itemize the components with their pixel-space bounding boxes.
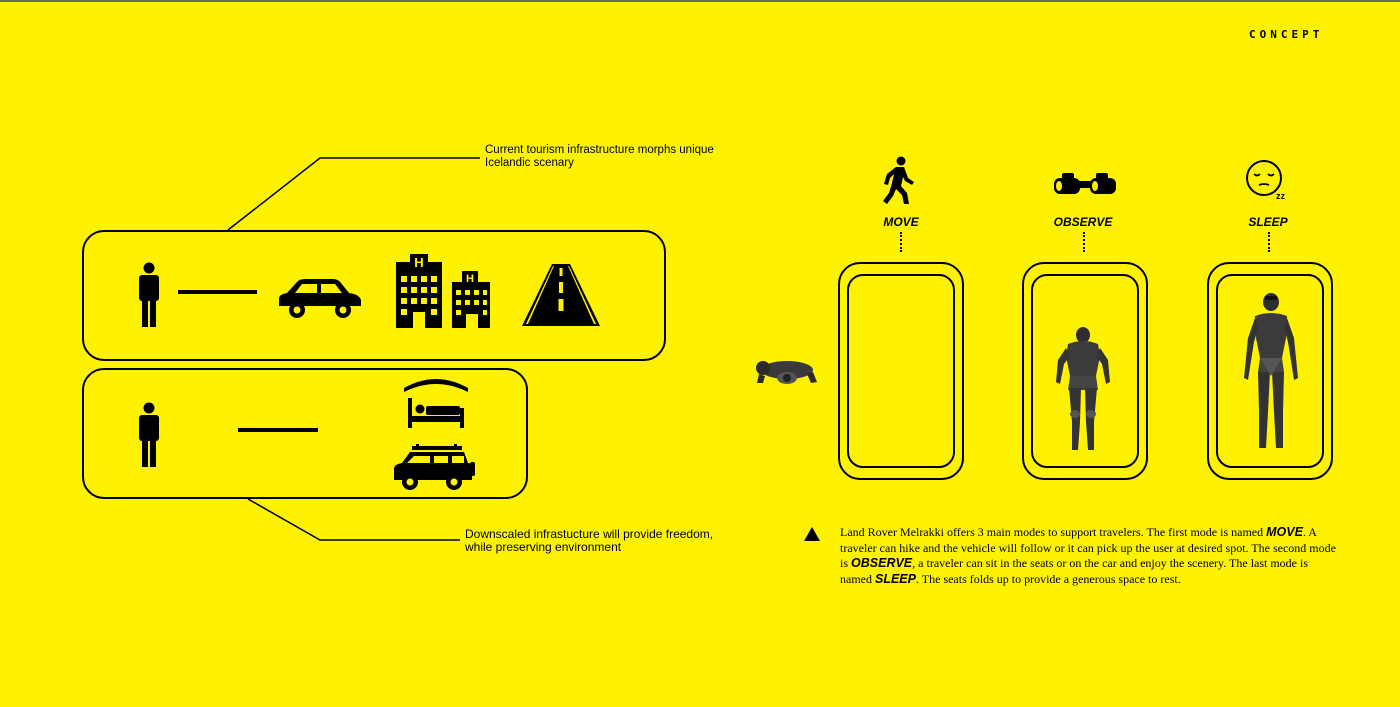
seated-figure-image: [1052, 326, 1114, 454]
mode-label-observe: OBSERVE: [1053, 215, 1113, 229]
mode-dotted-connector: [1083, 232, 1085, 252]
walking-person-icon: [882, 156, 916, 204]
mode-dotted-connector: [1268, 232, 1270, 252]
callout-current-infrastructure: Current tourism infrastructure morphs unique Icelandic scenary: [485, 144, 714, 169]
modes-description: Land Rover Melrakki offers 3 main modes to support travelers. The first mode is named MOVE. A traveler can hike and the vehicle will follow or it can pick up the user at desired spot. The second mode is OBSERVE, a traveler can sit in the seats or on the car and enjoy the scenery. The last mode is named SLEEP. The seats folds up to provide a generous space to rest.: [840, 525, 1336, 586]
bed-shelter-icon: [402, 374, 470, 430]
mode-dotted-connector: [900, 232, 902, 252]
svg-text:zz: zz: [1276, 191, 1285, 201]
road-icon: [522, 264, 600, 326]
mode-label-sleep: SLEEP: [1248, 215, 1288, 229]
svg-text:H: H: [414, 255, 424, 270]
person-icon: [134, 402, 164, 468]
crouching-figure-image: [755, 356, 819, 386]
callout-downscaled-infrastructure: Downscaled infrastucture will provide freedom, while preserving environment: [465, 527, 714, 554]
connector-line: [238, 428, 318, 432]
binoculars-icon: [1054, 172, 1116, 196]
move-mode-frame: [838, 262, 964, 480]
mode-label-move: MOVE: [883, 215, 919, 229]
hotel-buildings-icon: [396, 254, 490, 328]
connector-line: [178, 290, 257, 294]
svg-text:H: H: [466, 273, 474, 285]
triangle-bullet-icon: [804, 527, 820, 541]
sleeping-face-icon: [1245, 159, 1291, 201]
standing-figure-image: [1240, 292, 1302, 452]
suv-icon: [392, 444, 476, 492]
person-icon: [134, 262, 164, 328]
car-icon: [275, 276, 363, 320]
section-label: CONCEPT: [1249, 28, 1324, 41]
